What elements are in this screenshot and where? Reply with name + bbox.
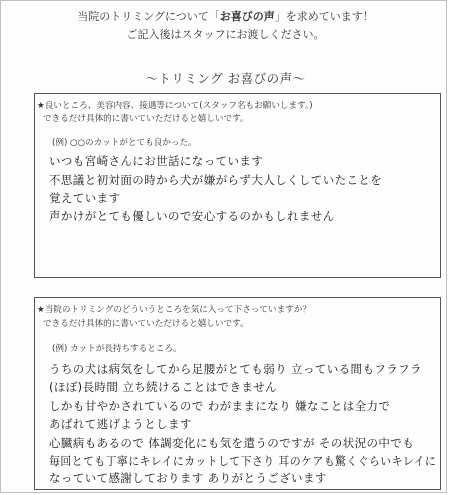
question-2-line-1: ★当院のトリミングのどういうところを気に入って下さっていますか？ [37,305,311,315]
question-box-1 [34,93,441,278]
question-1-line-2: できるだけ具体的に書いていただけると嬉しいです。 [43,114,249,124]
handwritten-answer-2-line-5: 心臓病もあるので 体調変化にも気を遣うのですが その状況の中でも [49,436,415,450]
example-2: (例) カットが長持ちするところ。 [52,344,182,354]
header-line-1: 当院のトリミングについて「お喜びの声」を求めています！ [77,10,374,23]
handwritten-answer-2-line-2: (ほぼ)長時間 立ち続けることはできません [49,380,278,394]
header-emphasis: お喜びの声 [219,10,275,23]
handwritten-answer-2-line-3: しかも甘やかされているので わがままになり 嫌なことは全力で [49,399,391,413]
handwritten-answer-1-line-1: いつも宮崎さんにお世話になっています [49,154,264,168]
handwritten-answer-1-line-3: 覚えています [49,191,121,205]
handwritten-answer-1-line-2: 不思議と初対面の時から犬が嫌がらず大人しくしていたことを [49,173,383,187]
question-2-line-2: できるだけ具体的に書いていただけると嬉しいです。 [43,319,249,329]
example-1: (例) ○○のカットがとても良かった。 [52,138,197,148]
header-line-2: ご記入後はスタッフにお渡しください。 [126,28,325,41]
page-title: ～トリミング お喜びの声～ [145,71,306,86]
handwritten-answer-2-line-1: うちの犬は病気をしてから足腰がとても弱り 立っている間もフラフラ [49,362,422,376]
handwritten-answer-2-line-6: 毎回とても丁寧にキレイにカットして下さり 耳のケアも驚くぐらいキレイに [49,454,437,468]
question-1-line-1: ★良いところ、美容内容、接遇等について(スタッフ名もお願いします。) [37,101,313,111]
handwritten-answer-2-line-4: あばれて逃げようとします [49,417,192,431]
handwritten-answer-1-line-4: 声かけがとても優しいので安心するのかもしれません [49,209,335,223]
question-box-2 [34,297,441,490]
handwritten-answer-2-line-7: なっていて感謝しております ありがとうございます [49,471,327,485]
